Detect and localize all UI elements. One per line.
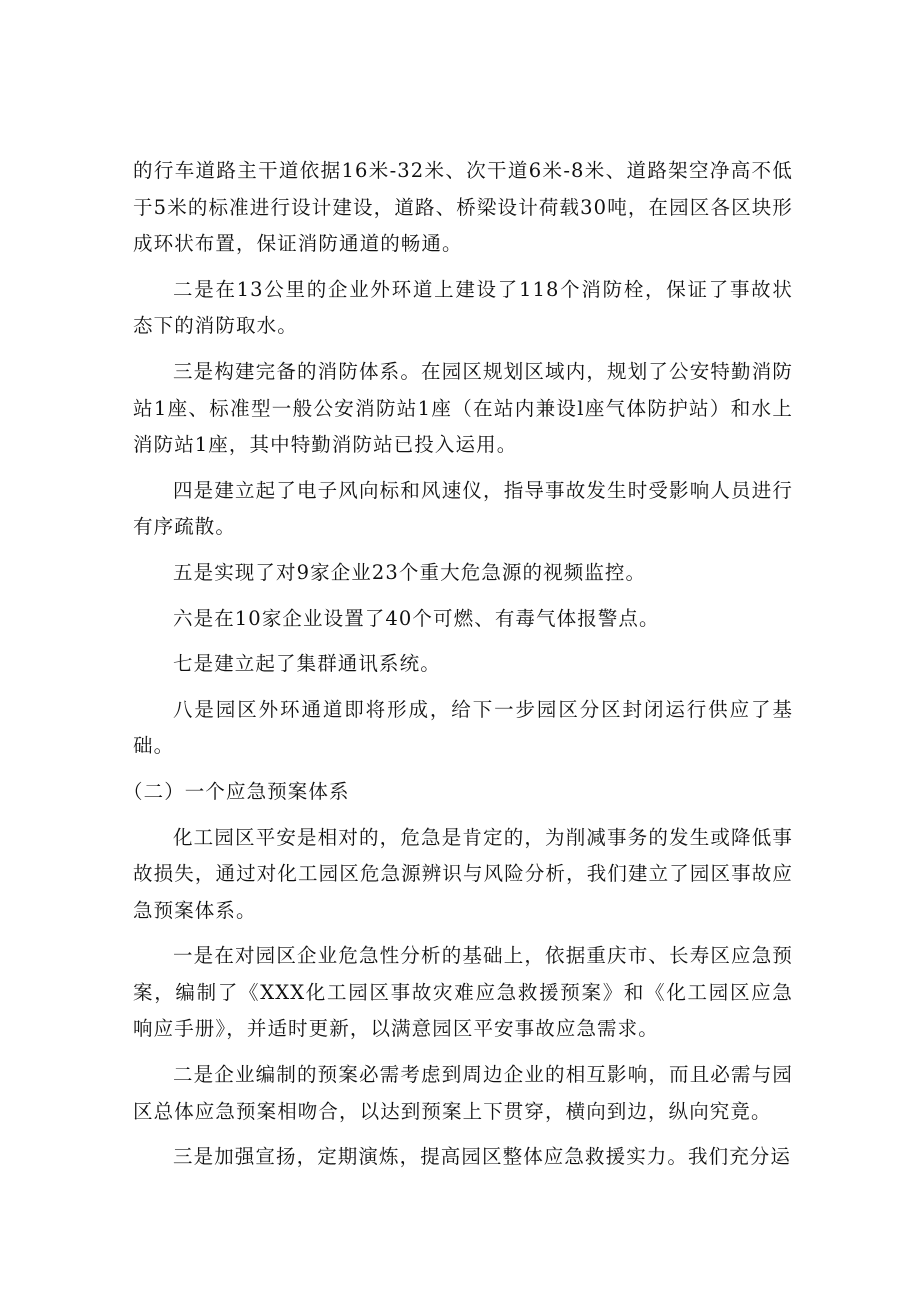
paragraph-trunking-system: 七是建立起了集群通讯系统。 [173, 652, 441, 676]
paragraph-video-monitoring: 五是实现了对9家企业23个重大危急源的视频监控。 [173, 560, 647, 584]
paragraph-fire-system: 三是构建完备的消防体系。在园区规划区域内，规划了公安特勤消防站1座、标准型一般公安消防站1座（在站内兼设l座气体防护站）和水上消防站1座，其中特勤消防站已投入运用。 [133, 359, 793, 457]
paragraph-plan-compilation: 一是在对园区企业危急性分析的基础上，依据重庆市、长寿区应急预案，编制了《XXX化工园区事故灾难应急救援预案》和《化工园区应急响应手册》，并适时更新，以满意园区平安事故应急需求。 [133, 944, 793, 1041]
paragraph-outer-ring: 八是园区外环通道即将形成，给下一步园区分区封闭运行供应了基础。 [133, 697, 793, 758]
section-heading: （二）一个应急预案体系 [123, 779, 350, 803]
paragraph-gas-alarms: 六是在10家企业设置了40个可燃、有毒气体报警点。 [173, 606, 660, 630]
paragraph-enterprise-plans: 二是企业编制的预案必需考虑到周边企业的相互影响，而且必需与园区总体应急预案相吻合，以达到预案上下贯穿，横向到边，纵向究竟。 [133, 1063, 793, 1123]
paragraph-wind-indicator: 四是建立起了电子风向标和风速仪，指导事故发生时受影响人员进行有序疏散。 [133, 478, 793, 539]
paragraph-hydrants: 二是在13公里的企业外环道上建设了118个消防栓，保证了事故状态下的消防取水。 [133, 277, 793, 338]
paragraph-drills: 三是加强宣扬，定期演炼，提高园区整体应急救援实力。我们充分运 [173, 1145, 792, 1169]
paragraph-roads: 的行车道路主干道依据16米-32米、次干道6米-8米、道路架空净高不低于5米的标准进行设计建设，道路、桥梁设计荷载30吨，在园区各区块形成环状布置，保证消防通道的畅通。 [133, 159, 793, 256]
document-body [123, 153, 793, 1185]
paragraph-emergency-intro: 化工园区平安是相对的，危急是肯定的，为削减事务的发生或降低事故损失，通过对化工园区危急源辨识与风险分析，我们建立了园区事故应急预案体系。 [133, 825, 793, 922]
